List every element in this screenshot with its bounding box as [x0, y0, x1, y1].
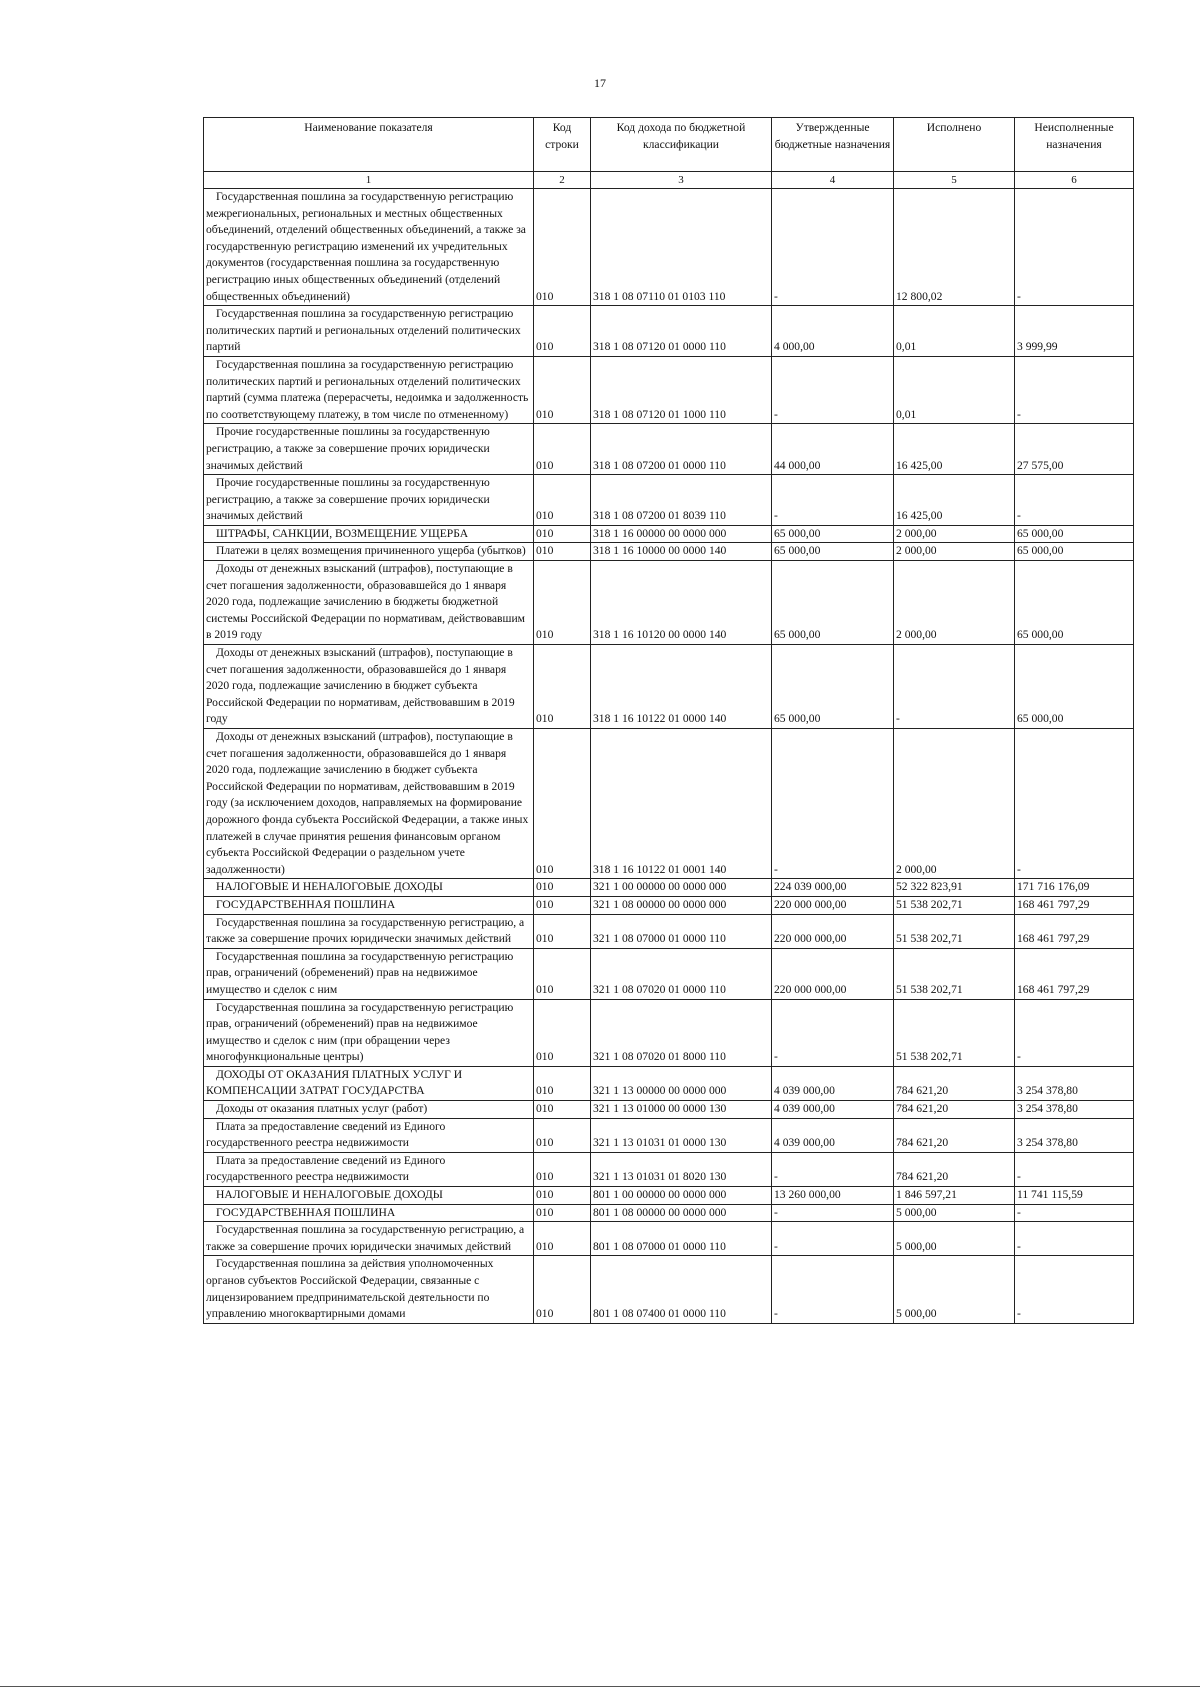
row-line-code-cell: 010	[534, 729, 591, 879]
row-approved-cell: -	[772, 999, 894, 1066]
row-unexecuted-cell: -	[1015, 1256, 1134, 1323]
row-name-cell: Государственная пошлина за государственную регистрацию, а также за совершение прочих юридически значимых действий	[204, 914, 534, 948]
row-budget-code-cell: 318 1 16 10122 01 0000 140	[591, 645, 772, 729]
row-approved-cell: 224 039 000,00	[772, 879, 894, 897]
row-line-code-cell: 010	[534, 424, 591, 475]
row-budget-code-cell: 318 1 08 07200 01 0000 110	[591, 424, 772, 475]
row-line-code-cell: 010	[534, 1187, 591, 1205]
table-row	[204, 1187, 1134, 1205]
column-number: 2	[534, 172, 591, 189]
row-executed-cell: 0,01	[894, 306, 1015, 357]
row-line-code-cell: 010	[534, 306, 591, 357]
row-line-code-cell: 010	[534, 543, 591, 561]
row-unexecuted-cell: 171 716 176,09	[1015, 879, 1134, 897]
row-budget-code-cell: 801 1 08 07400 01 0000 110	[591, 1256, 772, 1323]
row-name-cell: Доходы от денежных взысканий (штрафов), поступающие в счет погашения задолженности, образовавшейся до 1 января 2020 года, подлежащие зачислению в бюджет субъекта Российской Федерации по нормативам, действовавшим в 2019 году (за исключением доходов, направляемых на формирование дорожного фонда субъекта Российской Федерации, а также иных платежей в случае принятия решения финансовым органом субъекта Российской Федерации о раздельном учете задолженности)	[204, 729, 534, 879]
row-executed-cell: 0,01	[894, 356, 1015, 423]
table-row	[204, 645, 1134, 729]
row-line-code-cell: 010	[534, 525, 591, 543]
row-budget-code-cell: 318 1 08 07200 01 8039 110	[591, 475, 772, 526]
row-unexecuted-cell: 11 741 115,59	[1015, 1187, 1134, 1205]
row-approved-cell: 4 000,00	[772, 306, 894, 357]
row-approved-cell: 65 000,00	[772, 525, 894, 543]
column-numbers-row	[204, 172, 1134, 189]
row-executed-cell: 1 846 597,21	[894, 1187, 1015, 1205]
row-unexecuted-cell: -	[1015, 1152, 1134, 1186]
row-name-cell: Государственная пошлина за государственную регистрацию, а также за совершение прочих юридически значимых действий	[204, 1222, 534, 1256]
row-line-code-cell: 010	[534, 356, 591, 423]
row-name-cell: ШТРАФЫ, САНКЦИИ, ВОЗМЕЩЕНИЕ УЩЕРБА	[204, 525, 534, 543]
row-approved-cell: -	[772, 1256, 894, 1323]
row-executed-cell: 2 000,00	[894, 525, 1015, 543]
table-row	[204, 729, 1134, 879]
row-approved-cell: 220 000 000,00	[772, 896, 894, 914]
header-approved: Утвержденные бюджетные назначения	[772, 118, 894, 172]
row-name-cell: Доходы от денежных взысканий (штрафов), поступающие в счет погашения задолженности, образовавшейся до 1 января 2020 года, подлежащие зачислению в бюджет субъекта Российской Федерации по нормативам, действовавшим в 2019 году	[204, 645, 534, 729]
header-line-code: Код строки	[534, 118, 591, 172]
column-number: 3	[591, 172, 772, 189]
row-unexecuted-cell: -	[1015, 1204, 1134, 1222]
table-row	[204, 543, 1134, 561]
row-name-cell: Плата за предоставление сведений из Единого государственного реестра недвижимости	[204, 1152, 534, 1186]
table-row	[204, 525, 1134, 543]
header-budget-code: Код дохода по бюджетной классификации	[591, 118, 772, 172]
row-unexecuted-cell: 168 461 797,29	[1015, 896, 1134, 914]
row-budget-code-cell: 801 1 08 00000 00 0000 000	[591, 1204, 772, 1222]
row-name-cell: ГОСУДАРСТВЕННАЯ ПОШЛИНА	[204, 1204, 534, 1222]
page-number: 17	[594, 76, 606, 90]
row-approved-cell: 220 000 000,00	[772, 914, 894, 948]
row-line-code-cell: 010	[534, 914, 591, 948]
row-budget-code-cell: 318 1 08 07110 01 0103 110	[591, 189, 772, 306]
row-budget-code-cell: 321 1 00 00000 00 0000 000	[591, 879, 772, 897]
column-number: 6	[1015, 172, 1134, 189]
row-name-cell: ГОСУДАРСТВЕННАЯ ПОШЛИНА	[204, 896, 534, 914]
row-name-cell: Государственная пошлина за действия уполномоченных органов субъектов Российской Федерации, связанные с лицензированием предпринимательской деятельности по управлению многоквартирными домами	[204, 1256, 534, 1323]
row-executed-cell: 51 538 202,71	[894, 914, 1015, 948]
row-approved-cell: 65 000,00	[772, 561, 894, 645]
row-executed-cell: 2 000,00	[894, 729, 1015, 879]
row-name-cell: Прочие государственные пошлины за государственную регистрацию, а также за совершение прочих юридически значимых действий	[204, 475, 534, 526]
row-name-cell: Государственная пошлина за государственную регистрацию прав, ограничений (обременений) прав на недвижимое имущество и сделок с ним	[204, 948, 534, 999]
table-row	[204, 306, 1134, 357]
row-unexecuted-cell: -	[1015, 999, 1134, 1066]
row-unexecuted-cell: -	[1015, 475, 1134, 526]
row-name-cell: Государственная пошлина за государственную регистрацию политических партий и региональных отделений политических партий (сумма платежа (перерасчеты, недоимка и задолженность по соответствующему платежу, в том числе по отмененному)	[204, 356, 534, 423]
table-row	[204, 1118, 1134, 1152]
row-name-cell: Доходы от оказания платных услуг (работ)	[204, 1101, 534, 1119]
row-executed-cell: 784 621,20	[894, 1066, 1015, 1100]
row-executed-cell: 784 621,20	[894, 1101, 1015, 1119]
header-indicator-name: Наименование показателя	[204, 118, 534, 172]
row-budget-code-cell: 801 1 00 00000 00 0000 000	[591, 1187, 772, 1205]
row-executed-cell: 51 538 202,71	[894, 999, 1015, 1066]
table-header-row	[204, 118, 1134, 172]
row-approved-cell: 65 000,00	[772, 543, 894, 561]
column-number: 4	[772, 172, 894, 189]
row-executed-cell: 5 000,00	[894, 1222, 1015, 1256]
row-approved-cell: 4 039 000,00	[772, 1066, 894, 1100]
row-approved-cell: -	[772, 475, 894, 526]
row-line-code-cell: 010	[534, 189, 591, 306]
row-line-code-cell: 010	[534, 1204, 591, 1222]
header-executed: Исполнено	[894, 118, 1015, 172]
row-line-code-cell: 010	[534, 1118, 591, 1152]
row-budget-code-cell: 318 1 16 00000 00 0000 000	[591, 525, 772, 543]
row-executed-cell: 2 000,00	[894, 561, 1015, 645]
row-unexecuted-cell: 3 999,99	[1015, 306, 1134, 357]
row-approved-cell: 4 039 000,00	[772, 1118, 894, 1152]
row-unexecuted-cell: -	[1015, 189, 1134, 306]
row-unexecuted-cell: 168 461 797,29	[1015, 948, 1134, 999]
row-name-cell: Государственная пошлина за государственную регистрацию политических партий и региональных отделений политических партий	[204, 306, 534, 357]
row-name-cell: НАЛОГОВЫЕ И НЕНАЛОГОВЫЕ ДОХОДЫ	[204, 879, 534, 897]
row-unexecuted-cell: 65 000,00	[1015, 543, 1134, 561]
table-row	[204, 914, 1134, 948]
table-row	[204, 475, 1134, 526]
row-name-cell: ДОХОДЫ ОТ ОКАЗАНИЯ ПЛАТНЫХ УСЛУГ И КОМПЕНСАЦИИ ЗАТРАТ ГОСУДАРСТВА	[204, 1066, 534, 1100]
row-name-cell: Доходы от денежных взысканий (штрафов), поступающие в счет погашения задолженности, образовавшейся до 1 января 2020 года, подлежащие зачислению в бюджеты бюджетной системы Российской Федерации по нормативам, действовавшим в 2019 году	[204, 561, 534, 645]
row-unexecuted-cell: -	[1015, 1222, 1134, 1256]
table-row	[204, 1222, 1134, 1256]
row-line-code-cell: 010	[534, 1256, 591, 1323]
row-unexecuted-cell: 65 000,00	[1015, 645, 1134, 729]
row-unexecuted-cell: 3 254 378,80	[1015, 1101, 1134, 1119]
row-approved-cell: 65 000,00	[772, 645, 894, 729]
row-budget-code-cell: 318 1 08 07120 01 0000 110	[591, 306, 772, 357]
row-unexecuted-cell: 65 000,00	[1015, 561, 1134, 645]
row-approved-cell: 44 000,00	[772, 424, 894, 475]
row-approved-cell: -	[772, 1222, 894, 1256]
row-line-code-cell: 010	[534, 1066, 591, 1100]
row-executed-cell: 51 538 202,71	[894, 896, 1015, 914]
row-name-cell: Платежи в целях возмещения причиненного ущерба (убытков)	[204, 543, 534, 561]
row-budget-code-cell: 321 1 08 07020 01 0000 110	[591, 948, 772, 999]
row-approved-cell: 220 000 000,00	[772, 948, 894, 999]
row-budget-code-cell: 321 1 13 00000 00 0000 000	[591, 1066, 772, 1100]
row-line-code-cell: 010	[534, 475, 591, 526]
table-row	[204, 1256, 1134, 1323]
row-unexecuted-cell: 168 461 797,29	[1015, 914, 1134, 948]
column-number: 5	[894, 172, 1015, 189]
row-approved-cell: -	[772, 1152, 894, 1186]
row-line-code-cell: 010	[534, 948, 591, 999]
row-budget-code-cell: 318 1 08 07120 01 1000 110	[591, 356, 772, 423]
row-budget-code-cell: 318 1 16 10122 01 0001 140	[591, 729, 772, 879]
table-row	[204, 999, 1134, 1066]
row-budget-code-cell: 321 1 08 07020 01 8000 110	[591, 999, 772, 1066]
row-name-cell: Государственная пошлина за государственную регистрацию прав, ограничений (обременений) прав на недвижимое имущество и сделок с ним (при обращении через многофункциональные центры)	[204, 999, 534, 1066]
row-line-code-cell: 010	[534, 896, 591, 914]
header-unexecuted: Неисполненные назначения	[1015, 118, 1134, 172]
row-budget-code-cell: 801 1 08 07000 01 0000 110	[591, 1222, 772, 1256]
row-unexecuted-cell: 65 000,00	[1015, 525, 1134, 543]
table-row	[204, 1204, 1134, 1222]
table-row	[204, 948, 1134, 999]
row-approved-cell: -	[772, 1204, 894, 1222]
table-row	[204, 189, 1134, 306]
row-line-code-cell: 010	[534, 1152, 591, 1186]
row-budget-code-cell: 321 1 13 01031 01 0000 130	[591, 1118, 772, 1152]
row-approved-cell: -	[772, 356, 894, 423]
row-line-code-cell: 010	[534, 1101, 591, 1119]
row-executed-cell: 784 621,20	[894, 1152, 1015, 1186]
row-approved-cell: -	[772, 189, 894, 306]
table-row	[204, 1066, 1134, 1100]
row-executed-cell: 12 800,02	[894, 189, 1015, 306]
row-executed-cell: 16 425,00	[894, 475, 1015, 526]
page-bottom-rule	[0, 1686, 1200, 1687]
row-unexecuted-cell: -	[1015, 356, 1134, 423]
row-budget-code-cell: 321 1 13 01031 01 8020 130	[591, 1152, 772, 1186]
row-executed-cell: 51 538 202,71	[894, 948, 1015, 999]
row-executed-cell: 52 322 823,91	[894, 879, 1015, 897]
row-budget-code-cell: 318 1 16 10000 00 0000 140	[591, 543, 772, 561]
budget-execution-table	[203, 117, 1134, 1324]
row-budget-code-cell: 318 1 16 10120 00 0000 140	[591, 561, 772, 645]
row-unexecuted-cell: 3 254 378,80	[1015, 1066, 1134, 1100]
row-approved-cell: 4 039 000,00	[772, 1101, 894, 1119]
row-line-code-cell: 010	[534, 1222, 591, 1256]
row-budget-code-cell: 321 1 08 00000 00 0000 000	[591, 896, 772, 914]
row-line-code-cell: 010	[534, 999, 591, 1066]
row-executed-cell: 784 621,20	[894, 1118, 1015, 1152]
table-row	[204, 356, 1134, 423]
table-row	[204, 561, 1134, 645]
row-line-code-cell: 010	[534, 645, 591, 729]
row-executed-cell: -	[894, 645, 1015, 729]
table-row	[204, 896, 1134, 914]
row-executed-cell: 5 000,00	[894, 1256, 1015, 1323]
row-unexecuted-cell: 3 254 378,80	[1015, 1118, 1134, 1152]
row-name-cell: Государственная пошлина за государственную регистрацию межрегиональных, региональных и местных общественных объединений, отделений общественных объединений, а также за государственную регистрацию изменений их учредительных документов (государственная пошлина за государственную регистрацию иных общественных объединений (отделений общественных объединений)	[204, 189, 534, 306]
row-executed-cell: 5 000,00	[894, 1204, 1015, 1222]
table-row	[204, 424, 1134, 475]
table-row	[204, 879, 1134, 897]
column-number: 1	[204, 172, 534, 189]
row-approved-cell: 13 260 000,00	[772, 1187, 894, 1205]
row-unexecuted-cell: -	[1015, 729, 1134, 879]
row-line-code-cell: 010	[534, 561, 591, 645]
row-name-cell: Плата за предоставление сведений из Единого государственного реестра недвижимости	[204, 1118, 534, 1152]
table-row	[204, 1152, 1134, 1186]
row-approved-cell: -	[772, 729, 894, 879]
row-budget-code-cell: 321 1 13 01000 00 0000 130	[591, 1101, 772, 1119]
row-executed-cell: 2 000,00	[894, 543, 1015, 561]
row-name-cell: НАЛОГОВЫЕ И НЕНАЛОГОВЫЕ ДОХОДЫ	[204, 1187, 534, 1205]
row-unexecuted-cell: 27 575,00	[1015, 424, 1134, 475]
row-budget-code-cell: 321 1 08 07000 01 0000 110	[591, 914, 772, 948]
row-line-code-cell: 010	[534, 879, 591, 897]
row-executed-cell: 16 425,00	[894, 424, 1015, 475]
row-name-cell: Прочие государственные пошлины за государственную регистрацию, а также за совершение прочих юридически значимых действий	[204, 424, 534, 475]
table-row	[204, 1101, 1134, 1119]
